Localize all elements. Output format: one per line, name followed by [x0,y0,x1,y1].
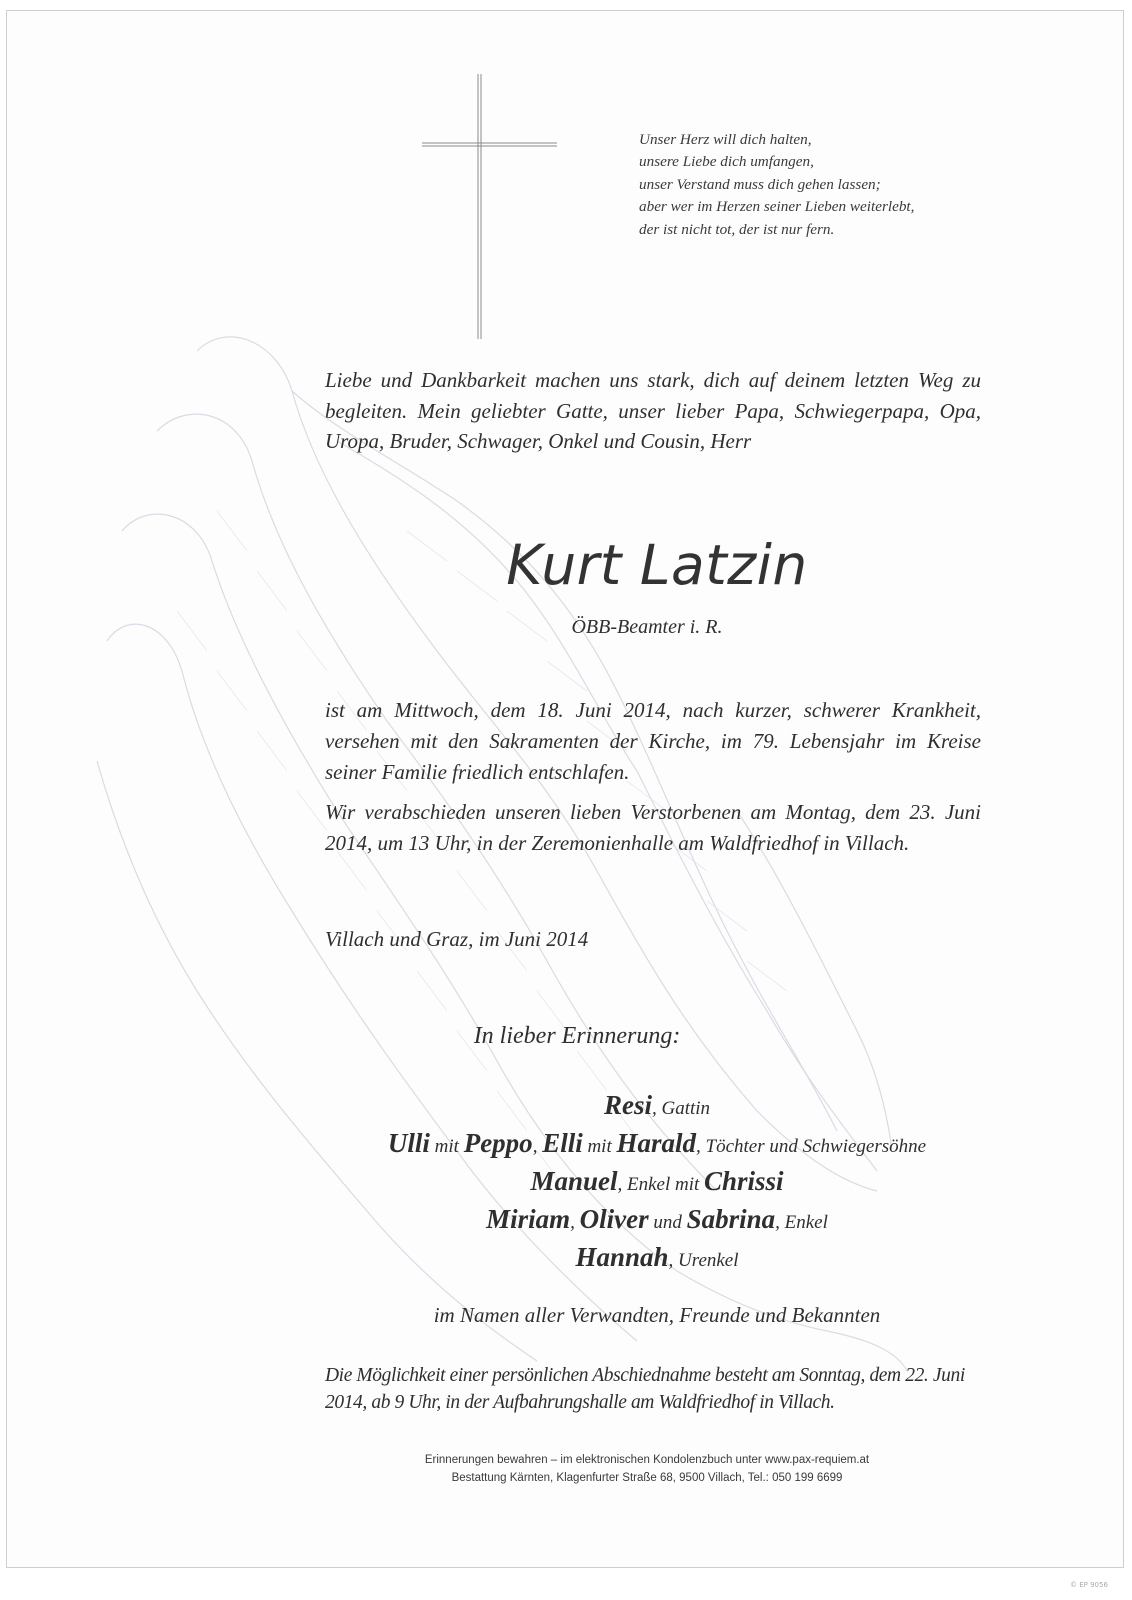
mourner-line [307,1200,1007,1238]
mourners-list [307,1086,1007,1276]
memory-heading: In lieber Erinnerung: [473,1023,681,1049]
footer-condolence-line: Erinnerungen bewahren – im elektronischen Kondolenzbuch unter www.pax-requiem.at [424,1454,870,1466]
poem-line: unsere Liebe dich umfangen, [639,153,814,171]
death-notice: ist am Mittwoch, dem 18. Juni 2014, nach kurzer, schwerer Krankheit, versehen mit den Sakramenten der Kirche, im 79. Lebensjahr im Kreise seiner Familie friedlich entschlafen. [325,698,981,784]
relatives-line: im Namen aller Verwandten, Freunde und Bekannten [433,1303,881,1327]
cross-icon [422,74,557,339]
obituary-sheet [6,10,1124,1568]
deceased-title: ÖBB-Beamter i. R. [571,616,723,638]
mourner-name: Peppo [463,1128,533,1158]
mourner-relation: , Enkel mit [617,1174,704,1195]
poem-line: der ist nicht tot, der ist nur fern. [639,220,835,238]
poem-line: unser Verstand muss dich gehen lassen; [639,175,881,193]
footer [327,1451,967,1487]
mourner-name: Sabrina [686,1204,776,1234]
place-date: Villach und Graz, im Juni 2014 [325,927,589,951]
mourner-relation: , Töchter und Schwiegersöhne [696,1136,927,1157]
mourner-relation: , Enkel [775,1212,828,1233]
mourner-relation: , [532,1136,543,1157]
funeral-notice: Wir verabschieden unseren lieben Verstorbenen am Montag, dem 23. Juni 2014, um 13 Uhr, in der Zeremonienhalle am Waldfriedhof in Villach. [325,800,981,855]
intro-paragraph: Liebe und Dankbarkeit machen uns stark, dich auf deinem letzten Weg zu begleiten. Mein geliebter Gatte, unser lieber Papa, Schwiegerpapa, Opa, Uropa, Bruder, Schwager, Onkel und Cousin, Herr [325,368,981,454]
mourner-relation: , Urenkel [668,1250,739,1271]
poem-line: aber wer im Herzen seiner Lieben weiterlebt, [639,198,915,216]
mourner-relation: mit [429,1136,464,1157]
mourner-name: Hannah [575,1242,669,1272]
mourner-name: Chrissi [704,1166,784,1196]
mourner-name: Miriam [486,1204,571,1234]
mourner-name: Manuel [530,1166,618,1196]
mourner-line [307,1124,1007,1162]
mourner-relation: , Gattin [651,1098,711,1119]
poem [639,129,1019,241]
mourner-relation: und [648,1212,687,1233]
mourner-name: Oliver [579,1204,649,1234]
mourner-name: Harald [616,1128,696,1158]
viewing-notice: Die Möglichkeit einer persönlichen Abschiednahme besteht am Sonntag, dem 22. Juni 2014, ab 9 Uhr, in der Aufbahrungshalle am Waldfriedhof in Villach. [325,1365,965,1413]
footer-address-line: Bestattung Kärnten, Klagenfurter Straße 68, 9500 Villach, Tel.: 050 199 6699 [451,1472,843,1484]
mourner-name: Elli [542,1128,583,1158]
mourner-relation: mit [582,1136,617,1157]
mourner-line [307,1238,1007,1276]
deceased-name: Kurt Latzin [506,533,808,597]
mourner-name: Resi [603,1090,652,1120]
reference-code: © EP 9056 [1070,1581,1108,1589]
mourner-line [307,1086,1007,1124]
mourner-relation: , [570,1212,580,1233]
mourner-line [307,1162,1007,1200]
poem-line: Unser Herz will dich halten, [639,131,812,148]
mourner-name: Ulli [387,1128,430,1158]
